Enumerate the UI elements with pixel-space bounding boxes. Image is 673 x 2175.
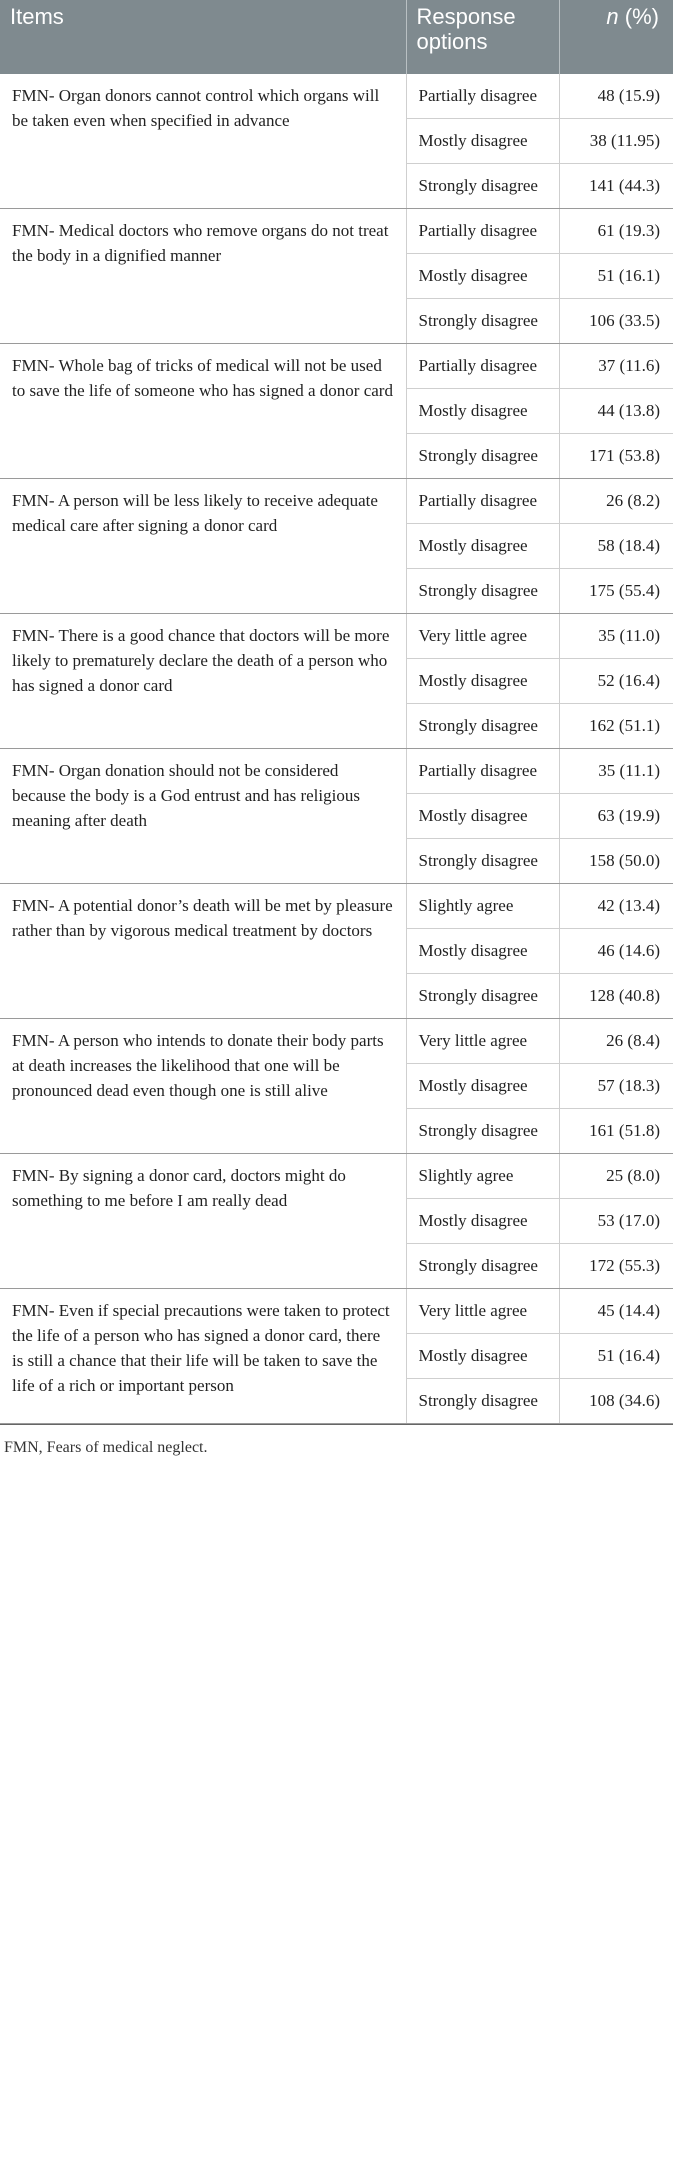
n-percent-value: 58 (18.4) — [559, 524, 673, 569]
table-header — [0, 0, 673, 74]
item-text: FMN- There is a good chance that doctors will be more likely to prematurely declare the death of a person who has signed a donor card — [0, 614, 406, 749]
item-text: FMN- By signing a donor card, doctors might do something to me before I am really dead — [0, 1154, 406, 1289]
n-percent-value: 161 (51.8) — [559, 1109, 673, 1154]
n-percent-value: 44 (13.8) — [559, 389, 673, 434]
item-text: FMN- A person who intends to donate their body parts at death increases the likelihood that one will be pronounced dead even though one is still alive — [0, 1019, 406, 1154]
response-option: Partially disagree — [406, 344, 559, 389]
n-percent-value: 35 (11.1) — [559, 749, 673, 794]
item-text: FMN- Organ donors cannot control which organs will be taken even when specified in advance — [0, 74, 406, 209]
item-text: FMN- Even if special precautions were taken to protect the life of a person who has signed a donor card, there is still a chance that their life will be taken to save the life of a rich or important person — [0, 1289, 406, 1424]
response-option: Strongly disagree — [406, 164, 559, 209]
n-percent-value: 141 (44.3) — [559, 164, 673, 209]
table-row — [0, 884, 673, 929]
header-percent: (%) — [624, 4, 659, 29]
n-percent-value: 26 (8.4) — [559, 1019, 673, 1064]
n-percent-value: 162 (51.1) — [559, 704, 673, 749]
n-percent-value: 172 (55.3) — [559, 1244, 673, 1289]
response-option: Strongly disagree — [406, 1244, 559, 1289]
header-items: Items — [0, 0, 406, 74]
n-percent-value: 38 (11.95) — [559, 119, 673, 164]
header-response-options: Response options — [406, 0, 559, 74]
response-option: Partially disagree — [406, 479, 559, 524]
table-row — [0, 1289, 673, 1334]
response-option: Mostly disagree — [406, 794, 559, 839]
n-percent-value: 128 (40.8) — [559, 974, 673, 1019]
response-option: Partially disagree — [406, 74, 559, 119]
n-percent-value: 26 (8.2) — [559, 479, 673, 524]
n-percent-value: 108 (34.6) — [559, 1379, 673, 1424]
item-text: FMN- A potential donor’s death will be met by pleasure rather than by vigorous medical treatment by doctors — [0, 884, 406, 1019]
n-percent-value: 53 (17.0) — [559, 1199, 673, 1244]
response-option: Very little agree — [406, 1019, 559, 1064]
table-row — [0, 1019, 673, 1064]
item-text: FMN- A person will be less likely to receive adequate medical care after signing a donor card — [0, 479, 406, 614]
response-option: Mostly disagree — [406, 524, 559, 569]
response-option: Strongly disagree — [406, 974, 559, 1019]
item-text: FMN- Whole bag of tricks of medical will not be used to save the life of someone who has signed a donor card — [0, 344, 406, 479]
table-footnote: FMN, Fears of medical neglect. — [0, 1424, 673, 1457]
n-percent-value: 51 (16.1) — [559, 254, 673, 299]
n-percent-value: 45 (14.4) — [559, 1289, 673, 1334]
item-text: FMN- Medical doctors who remove organs do not treat the body in a dignified manner — [0, 209, 406, 344]
n-percent-value: 63 (19.9) — [559, 794, 673, 839]
n-percent-value: 46 (14.6) — [559, 929, 673, 974]
response-option: Mostly disagree — [406, 254, 559, 299]
n-percent-value: 61 (19.3) — [559, 209, 673, 254]
response-option: Strongly disagree — [406, 569, 559, 614]
response-option: Mostly disagree — [406, 659, 559, 704]
n-percent-value: 37 (11.6) — [559, 344, 673, 389]
table-row — [0, 344, 673, 389]
n-percent-value: 35 (11.0) — [559, 614, 673, 659]
n-percent-value: 158 (50.0) — [559, 839, 673, 884]
table-row — [0, 479, 673, 524]
n-percent-value: 171 (53.8) — [559, 434, 673, 479]
header-n: n — [606, 4, 619, 29]
response-option: Very little agree — [406, 614, 559, 659]
n-percent-value: 25 (8.0) — [559, 1154, 673, 1199]
n-percent-value: 175 (55.4) — [559, 569, 673, 614]
response-option: Mostly disagree — [406, 1064, 559, 1109]
response-option: Mostly disagree — [406, 929, 559, 974]
response-option: Mostly disagree — [406, 1199, 559, 1244]
response-option: Partially disagree — [406, 209, 559, 254]
response-option: Mostly disagree — [406, 1334, 559, 1379]
response-option: Mostly disagree — [406, 389, 559, 434]
response-option: Mostly disagree — [406, 119, 559, 164]
n-percent-value: 106 (33.5) — [559, 299, 673, 344]
table-row — [0, 74, 673, 119]
table-row — [0, 749, 673, 794]
n-percent-value: 48 (15.9) — [559, 74, 673, 119]
response-option: Slightly agree — [406, 884, 559, 929]
response-option: Strongly disagree — [406, 299, 559, 344]
n-percent-value: 51 (16.4) — [559, 1334, 673, 1379]
table-body — [0, 74, 673, 1424]
response-option: Partially disagree — [406, 749, 559, 794]
table-row — [0, 614, 673, 659]
response-option: Strongly disagree — [406, 1109, 559, 1154]
table-row — [0, 1154, 673, 1199]
n-percent-value: 52 (16.4) — [559, 659, 673, 704]
response-option: Very little agree — [406, 1289, 559, 1334]
response-option: Strongly disagree — [406, 839, 559, 884]
response-option: Strongly disagree — [406, 1379, 559, 1424]
table-row — [0, 209, 673, 254]
response-option: Strongly disagree — [406, 704, 559, 749]
n-percent-value: 42 (13.4) — [559, 884, 673, 929]
item-text: FMN- Organ donation should not be considered because the body is a God entrust and has religious meaning after death — [0, 749, 406, 884]
response-option: Strongly disagree — [406, 434, 559, 479]
n-percent-value: 57 (18.3) — [559, 1064, 673, 1109]
header-n-percent — [559, 0, 673, 74]
response-option: Slightly agree — [406, 1154, 559, 1199]
